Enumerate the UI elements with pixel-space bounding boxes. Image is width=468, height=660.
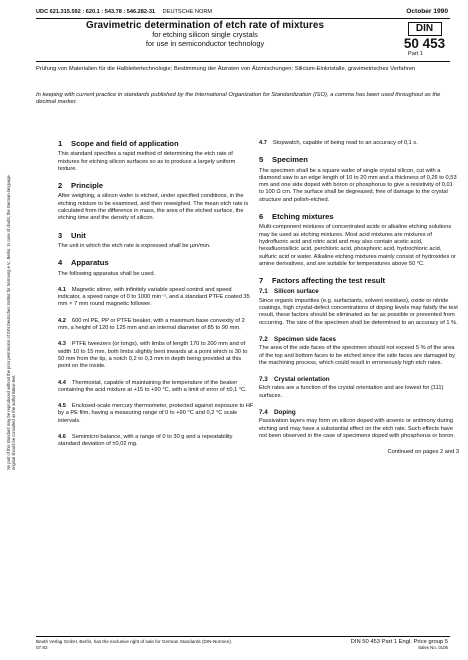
apparatus-item: 4.1 Magnetic stirrer, with infinitely variable speed control and speed indicator, a speed range of 0 to 1000 min⁻¹, and a standard PTFE coated 35 mm × 7 mm round magnetic follower. — [58, 286, 250, 308]
apparatus-item: 4.5 Enclosed-scale mercury thermometer, protected against exposure to HF by a PE film, having a measuring range of 0 to +90 °C and 0,2 °C scale intervals. — [58, 403, 254, 424]
udc-code: UDC 621.315.592 : 620.1 : 543.78 : 546.282-31 — [36, 9, 156, 15]
apparatus-item: 4.2 600 ml PE, PP or PTFE beaker, with a maximum base convexity of 2 mm, a height of 120 to 125 mm and an internal diameter of 85 to 90 mm. — [58, 317, 245, 332]
section-text: Etch rates are a function of the crystal orientation and are lowest for {111} surfaces. — [259, 385, 444, 399]
standard-reference: DIN 50 453 Part 1 Engl. Price group 5 — [350, 639, 448, 645]
right-column — [259, 140, 459, 457]
section-heading: 4 Apparatus — [58, 258, 109, 268]
subsection-heading: 7.3 Crystal orientation — [259, 376, 330, 384]
german-title: Prüfung von Materialien für die Halbleitertechnologie; Bestimmung der Ätzraten von Ätzmischungen; Silicium-Einkristalle, gravimetrisches Verfahren — [36, 66, 416, 72]
section-text: Multi-component mixtures of concentrated acids or alkaline etching solutions may be used as etching mixtures. Most acid mixtures are mixtures of hydrofluoric acid and nitric acid and may also contain acetic acid, hexafluorosilicic acid, perchloric acid, phosphoric acid, hydrochloric acid, sulfuric acid or water. Alkaline etching mixtures mainly consist of hydroxides or amine derivatives, and are suitable for temperatures above 50 °C. — [259, 224, 456, 267]
section-text: Passivation layers may form on silicon doped with arsenic or antimony during etching and may have a substantial effect on the etch rate. Such effects have not been observed in the case of specimens doped with phosphorus or boron. — [259, 418, 456, 439]
din-part: Part 1 — [408, 51, 423, 57]
section-heading: 6 Etching mixtures — [259, 212, 334, 222]
section-heading: 1 Scope and field of application — [58, 139, 179, 148]
section-text: This standard specifies a rapid method of determining the etch rate of mixtures for etching silicon surfaces so as to produce a largely uniform texture. — [58, 151, 236, 172]
section-text: The following apparatus shall be used. — [58, 270, 156, 277]
section-heading: 5 Specimen — [259, 155, 308, 165]
document-subtitle-2: for use in semiconductor technology — [145, 38, 265, 48]
apparatus-item: 4.7 Stopwatch, capable of being read to an accuracy of 0,1 s. — [259, 140, 418, 146]
decimal-marker-note: In keeping with current practice in standards published by the International Organization for Standardization (ISO), a comma has been used throughout as the decimal marker. — [36, 92, 441, 106]
apparatus-item: 4.3 PTFE tweezers (or tongs), with limbs of length 170 to 200 mm and of width 10 to 15 mm, both limbs slightly bent inwards at a point which is 30 to 50 mm from the tip, a notch 0,2 to 0,3 mm in depth being provided at this point on the inside. — [58, 341, 248, 370]
document-subtitle-1: for etching silicon single crystals — [152, 30, 258, 39]
din-logo: DIN — [408, 22, 442, 36]
din-designation — [401, 22, 448, 57]
title-block — [42, 20, 368, 48]
section-text: The specimen shall be a square wafer of single crystal silicon, cut with a diamond saw to an edge length of 10 to 20 mm and a thickness of 0,26 to 0,53 mm and one side doped with boron or phosphorus to give a resistivity of 0,01 to 100 Ω cm. The surface shall be degreased, free of damage to the crystal structure and polish-etched. — [259, 167, 457, 203]
subsection-heading: 7.1 Silicon surface — [259, 288, 319, 296]
apparatus-item: 4.4 Thermostat, capable of maintaining the temperature of the beaker containing the acid mixture at +15 to +90 °C, with a limit of error of ±0,1 °C. — [58, 379, 247, 393]
section-text: The unit in which the etch rate is expressed shall be µm/min. — [58, 242, 211, 249]
header-rule — [36, 18, 450, 19]
document-title: Gravimetric determination of etch rate of mixtures — [85, 20, 324, 31]
norm-label: DEUTSCHE NORM — [162, 9, 213, 15]
title-rule — [36, 61, 450, 62]
apparatus-item: 4.6 Semimicro balance, with a range of 0 to 30 g and a repeatability standard deviation of ±0,02 mg. — [58, 434, 233, 448]
din-number: 50 453 — [403, 36, 446, 51]
left-column — [58, 140, 254, 458]
footer-rule — [36, 636, 450, 637]
section-heading: 7 Factors affecting the test result — [259, 276, 386, 286]
subsection-heading: 7.2 Specimen side faces — [259, 335, 336, 343]
publication-date: October 1990 — [406, 8, 448, 15]
section-text: The area of the side faces of the specimen should not exceed 5 % of the area of the top and bottom faces to be etched since the side faces are damaged by the machining process, which could result in erroneously high etch rates. — [259, 345, 456, 366]
section-text: After weighing, a silicon wafer is etched, under specified conditions, in the etching mixture to be examined, and then reweighed. The mean etch rate is calculated from the difference in mass, the area of the etched surface, the etching time and the density of silicon. — [58, 193, 249, 222]
subsection-heading: 7.4 Doping — [259, 409, 296, 417]
section-heading: 2 Principle — [58, 181, 104, 191]
section-text: Since organic impurities (e.g. surfactants, solvent residues), oxide or nitride coatings, high crystal-defect concentrations of doping levels may falsify the test result, these factors should be eliminated as far as possible or prevented from occurring. The size of the specimen shall be determined to an accuracy of 1 %. — [259, 297, 458, 326]
copyright-sidenote: No part of this standard may be reproduced without the prior permission of DIN Deutsches Institut für Normung e.V., Berlin. In case of doubt, the German-language original should be consulted as the authoritative text. — [6, 175, 16, 470]
udc-line — [36, 9, 212, 15]
continued-note: Continued on pages 2 and 3 — [387, 449, 459, 456]
footer-reference — [351, 639, 448, 650]
sales-number: Sales No. 0105 — [417, 645, 448, 650]
publisher-text: Beuth Verlag GmbH, Berlin, has the exclusive right of sale for German Standards (DIN-Normen). — [36, 639, 233, 644]
print-code: 07.92 — [36, 644, 48, 650]
section-heading: 3 Unit — [58, 230, 86, 240]
footer-publisher — [36, 639, 232, 650]
